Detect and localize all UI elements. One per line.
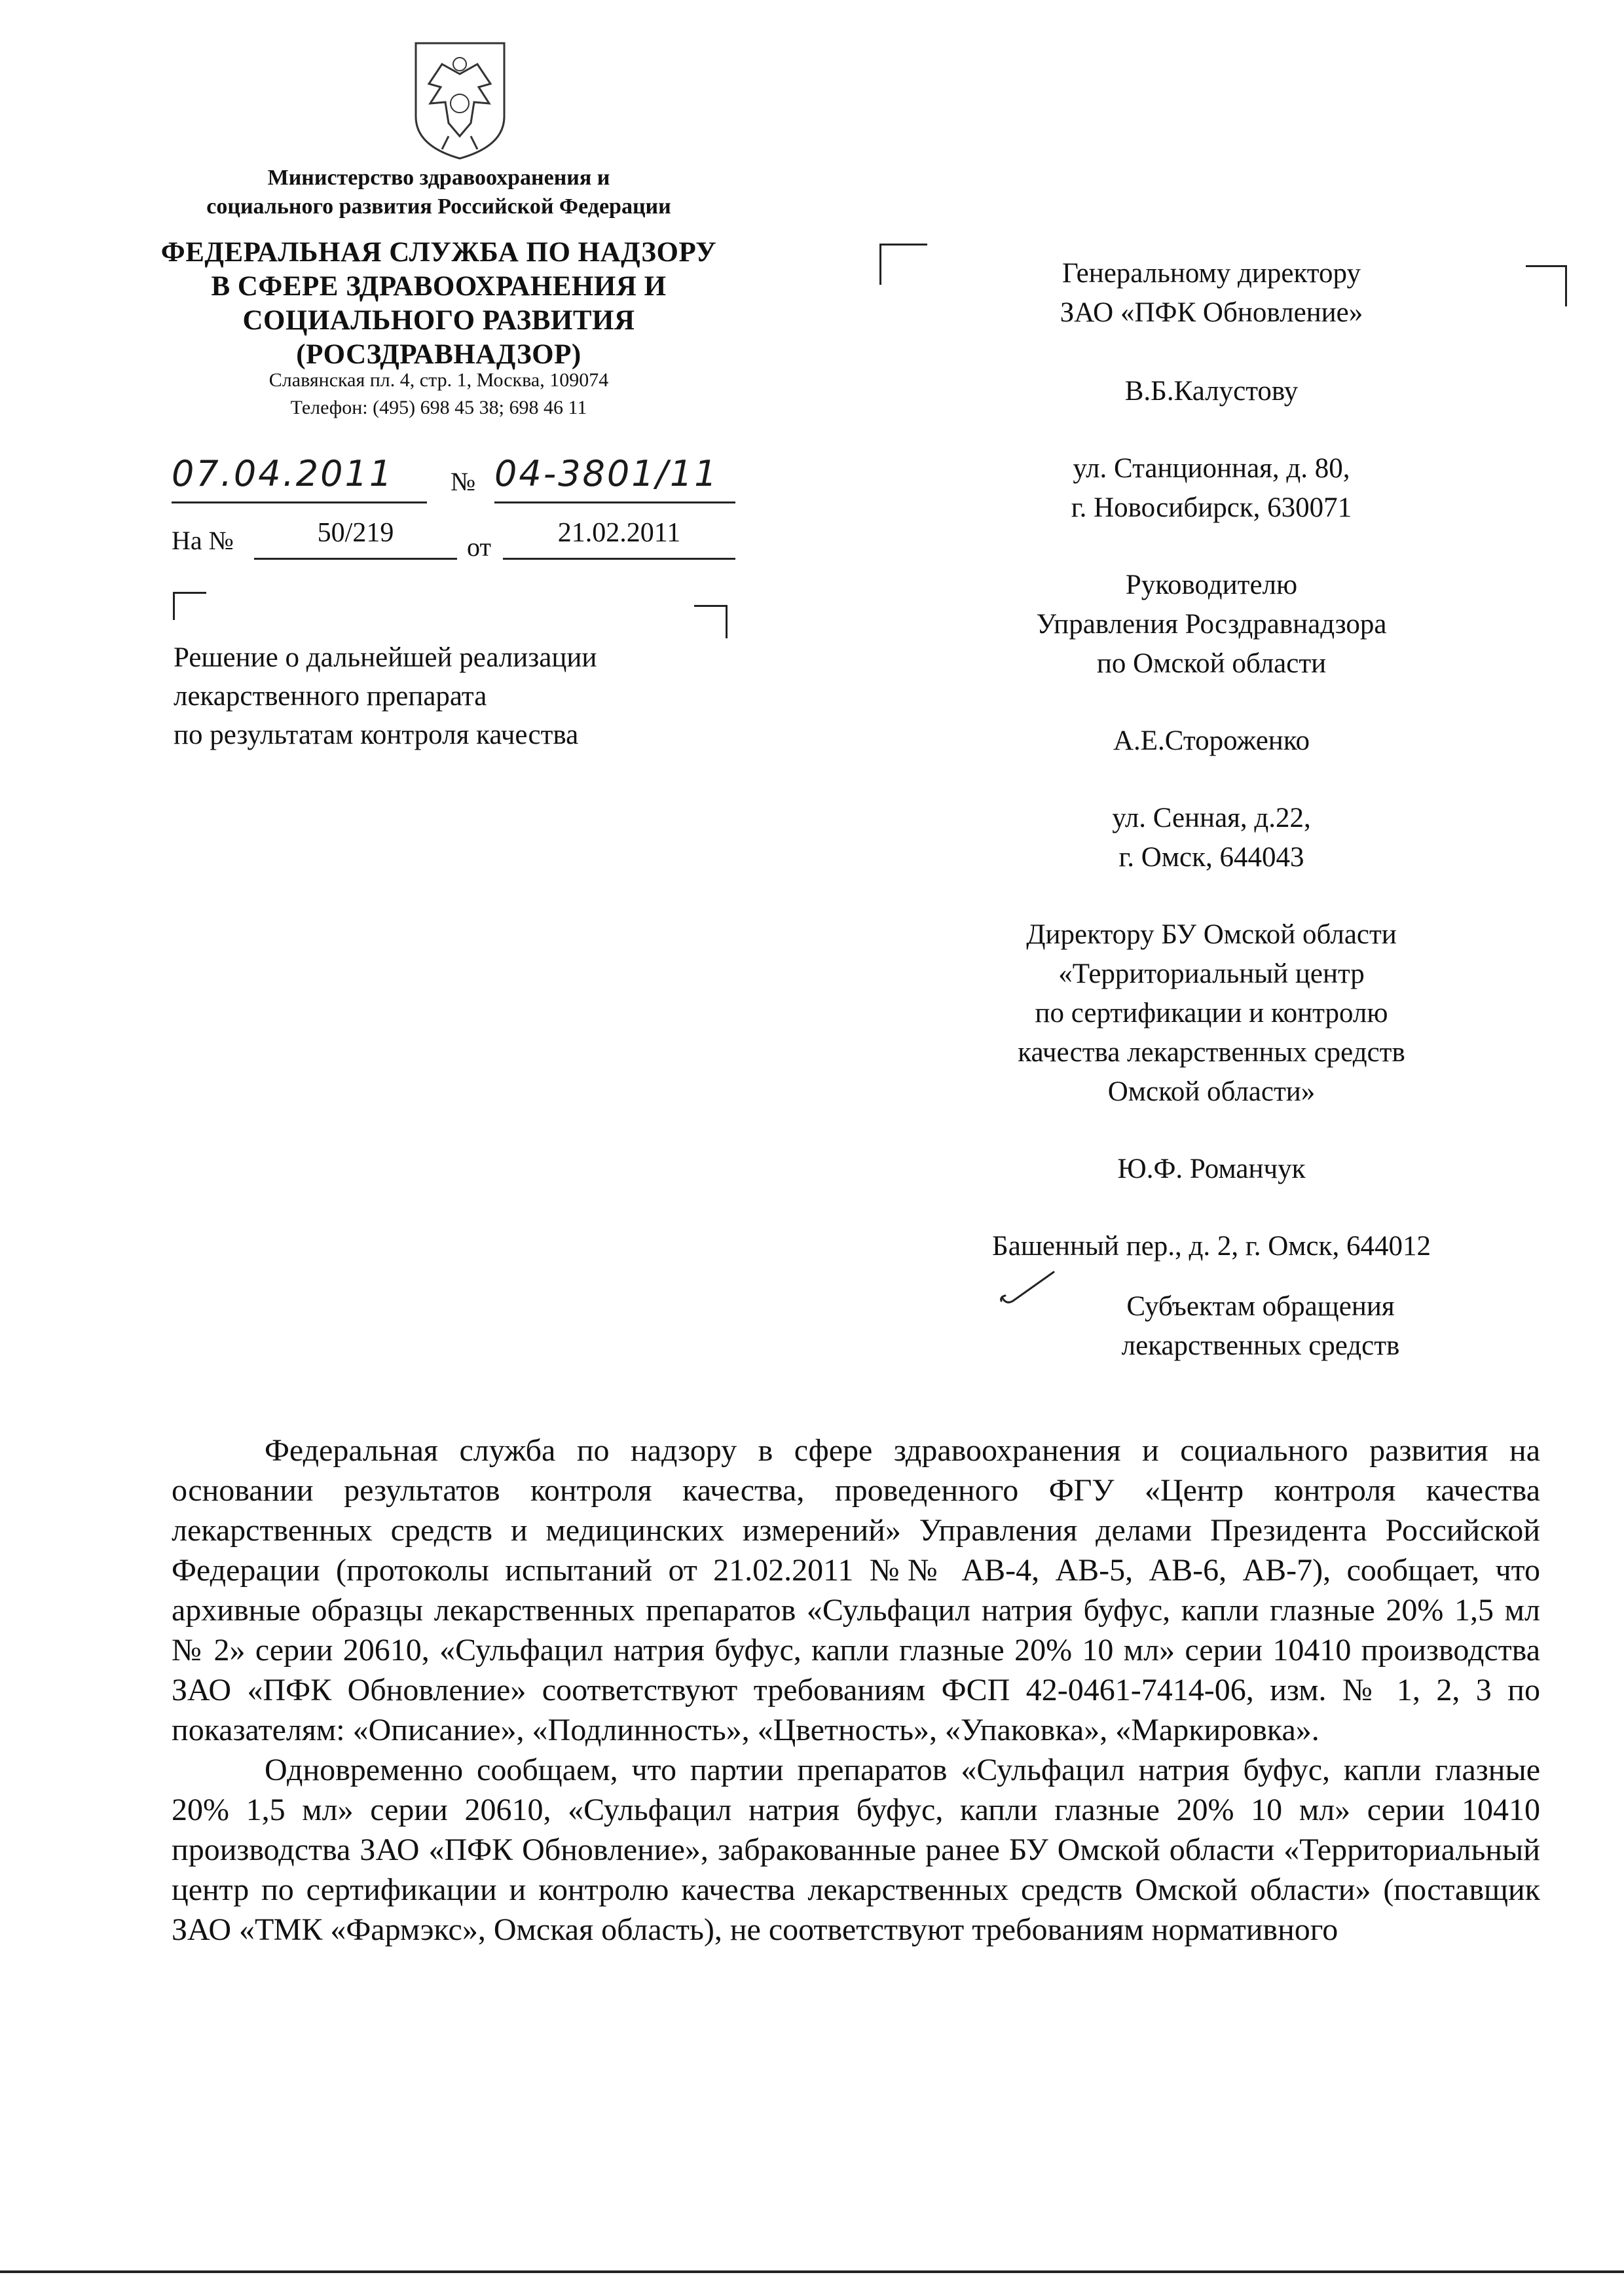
addressee-name: Ю.Ф. Романчук xyxy=(1117,1154,1306,1184)
service-contacts xyxy=(164,367,714,422)
ref-date: 21.02.2011 xyxy=(557,518,681,548)
outgoing-date-field xyxy=(172,453,427,503)
body-paragraph: Одновременно сообщаем, что партии препаратов «Сульфацил натрия буфус, капли глазные 20% 1,5 мл» серии 20610, «Сульфацил натрия буфус, капли глазные 20% 10 мл» серии 10410 производства ЗАО «ПФК Обновление», забракованные ранее БУ Омской области «Территориальный центр по сертификации и контролю качества лекарственных средств Омской области» (поставщик ЗАО «ТМК «Фармэкс», Омская область), не соответствуют требованиям нормативного xyxy=(172,1753,1540,1947)
body-paragraph: Федеральная служба по надзору в сфере здравоохранения и социального развития на основании результатов контроля качества, проведенного ФГУ «Центр контроля качества лекарственных средств и медицинских измерений» Управления делами Президента Российской Федерации (протоколы испытаний от 21.02.2011 №№ АВ-4, АВ-5, АВ-6, АВ-7), сообщает, что архивные образцы лекарственных препаратов «Сульфацил натрия буфус, капли глазные 20% 1,5 мл № 2» серии 20610, «Сульфацил натрия буфус, капли глазные 20% 10 мл» серии 10410 производства ЗАО «ПФК Обновление» соответствуют требованиям ФСП 42-0461-7414-06, изм. № 1, 2, 3 по показателям: «Описание», «Подлинность», «Цветность», «Упаковка», «Маркировка». xyxy=(172,1433,1540,1747)
ref-number-field xyxy=(254,517,457,560)
service-phone: Телефон: (495) 698 45 38; 698 46 11 xyxy=(290,397,587,418)
letter-subject: Решение о дальнейшей реализации лекарственного препарата по результатам контроля качества xyxy=(174,642,597,750)
ref-date-field xyxy=(503,517,735,560)
subject-bracket-right xyxy=(694,605,728,638)
outgoing-number-field xyxy=(494,453,735,503)
ref-number: 50/219 xyxy=(317,518,394,548)
number-sign: № xyxy=(451,467,476,496)
service-address: Славянская пл. 4, стр. 1, Москва, 109074 xyxy=(268,369,609,391)
ministry-name: Министерство здравоохранения и социального развития Российской Федерации xyxy=(206,166,671,219)
russian-coat-of-arms-icon xyxy=(403,38,517,162)
outgoing-date-handwritten: 07.04.2011 xyxy=(172,453,394,494)
outgoing-number-handwritten: 04-3801/11 xyxy=(494,453,719,494)
ref-from-label: от xyxy=(467,532,491,562)
check-mark-icon xyxy=(999,1267,1058,1313)
letter-body xyxy=(172,1430,1540,1950)
addressee-block: Генеральному директору ЗАО «ПФК Обновление» В.Б.Калустову ул. Станционная, д. 80, г. Новосибирск, 630071 Руководителю Управления Росздравнадзора по Омской области А.Е.Стороженко ул. Сенная, д.22, г. Омск, 644043 Директору БУ Омской области «Территориальный центр по сертификации и контролю качества лекарственных средств Омской области» Ю.Ф. Романчук Башенный пер., д. 2, г. Омск, 644012 Субъектам обращения лекарственных средств xyxy=(877,254,1545,1366)
ref-label: На № xyxy=(172,526,234,555)
page-bottom-edge xyxy=(0,2270,1624,2273)
service-name: ФЕДЕРАЛЬНАЯ СЛУЖБА ПО НАДЗОРУ В СФЕРЕ ЗДРАВООХРАНЕНИЯ И СОЦИАЛЬНОГО РАЗВИТИЯ (РОСЗДРАВНАДЗОР) xyxy=(160,237,717,370)
addressee-name: В.Б.Калустову xyxy=(1124,376,1299,407)
addressee-name: А.Е.Стороженко xyxy=(1113,725,1310,756)
subject-bracket-left xyxy=(173,592,206,620)
